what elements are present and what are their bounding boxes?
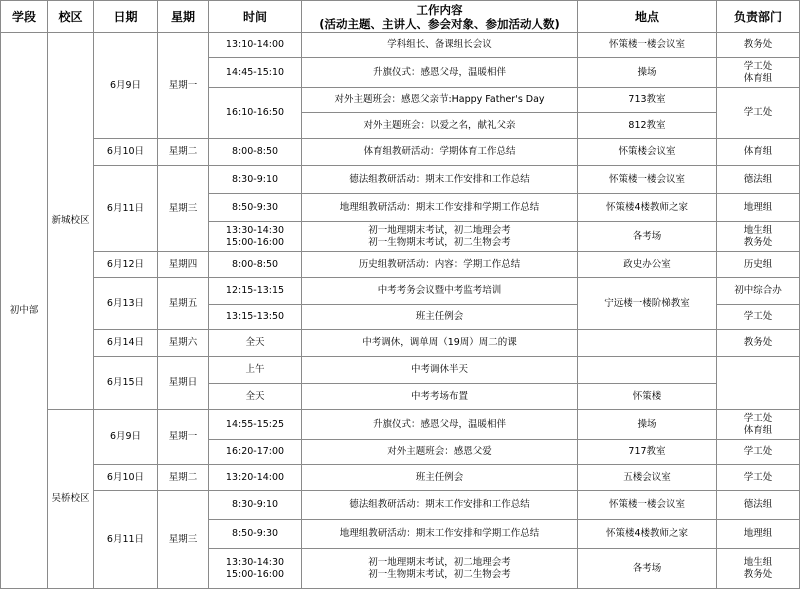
place-cell: 宁远楼一楼阶梯教室: [578, 278, 717, 330]
content-cell: 升旗仪式：感恩父母，温暖相伴: [302, 410, 578, 440]
dept-cell: 地理组: [717, 520, 800, 549]
dept-cell: 德法组: [717, 166, 800, 194]
time-cell: 8:50-9:30: [209, 194, 302, 222]
header-weekday: 星期: [158, 0, 209, 33]
content-cell: 中考考务会议暨中考监考培训: [302, 278, 578, 305]
dept-cell: 学工处: [717, 305, 800, 330]
time-cell: 13:30-14:30 15:00-16:00: [209, 549, 302, 589]
place-cell: 717教室: [578, 440, 717, 465]
dept-cell: 学工处 体育组: [717, 58, 800, 88]
date-cell: 6月9日: [94, 410, 158, 465]
header-section: 学段: [0, 0, 48, 33]
dept-cell: 教务处: [717, 330, 800, 357]
content-cell: 中考调休，调单周（19周）周二的课: [302, 330, 578, 357]
weekday-cell: 星期三: [158, 491, 209, 589]
date-cell: 6月14日: [94, 330, 158, 357]
header-place: 地点: [578, 0, 717, 33]
date-cell: 6月11日: [94, 491, 158, 589]
place-cell: 政史办公室: [578, 252, 717, 278]
content-cell: 初一地理期末考试，初二地理会考 初一生物期末考试，初二生物会考: [302, 222, 578, 252]
content-cell: 地理组教研活动：期末工作安排和学期工作总结: [302, 194, 578, 222]
place-cell: 怀策楼: [578, 384, 717, 410]
time-cell: 16:10-16:50: [209, 88, 302, 139]
content-cell: 体育组教研活动：学期体育工作总结: [302, 139, 578, 166]
dept-cell: [717, 357, 800, 410]
weekday-cell: 星期一: [158, 410, 209, 465]
dept-cell: 历史组: [717, 252, 800, 278]
content-cell: 德法组教研活动：期末工作安排和工作总结: [302, 166, 578, 194]
time-cell: 全天: [209, 330, 302, 357]
place-cell: 各考场: [578, 222, 717, 252]
time-cell: 13:15-13:50: [209, 305, 302, 330]
date-cell: 6月12日: [94, 252, 158, 278]
content-cell: 对外主题班会：感恩父亲节:Happy Father's Day: [302, 88, 578, 113]
time-cell: 13:30-14:30 15:00-16:00: [209, 222, 302, 252]
dept-cell: 体育组: [717, 139, 800, 166]
place-cell: 812教室: [578, 113, 717, 139]
dept-cell: 初中综合办: [717, 278, 800, 305]
time-cell: 13:10-14:00: [209, 33, 302, 58]
place-cell: 怀策楼一楼会议室: [578, 491, 717, 520]
time-cell: 全天: [209, 384, 302, 410]
weekday-cell: 星期日: [158, 357, 209, 410]
content-cell: 历史组教研活动：内容：学期工作总结: [302, 252, 578, 278]
date-cell: 6月13日: [94, 278, 158, 330]
place-cell: 各考场: [578, 549, 717, 589]
time-cell: 8:30-9:10: [209, 491, 302, 520]
dept-cell: 地生组 教务处: [717, 549, 800, 589]
time-cell: 14:55-15:25: [209, 410, 302, 440]
dept-cell: 地理组: [717, 194, 800, 222]
content-cell: 对外主题班会：感恩父爱: [302, 440, 578, 465]
header-content: 工作内容 (活动主题、主讲人、参会对象、参加活动人数): [302, 0, 578, 33]
content-cell: 对外主题班会：以爱之名，献礼父亲: [302, 113, 578, 139]
content-cell: 地理组教研活动：期末工作安排和学期工作总结: [302, 520, 578, 549]
place-cell: 怀策楼一楼会议室: [578, 33, 717, 58]
date-cell: 6月15日: [94, 357, 158, 410]
dept-cell: 学工处 体育组: [717, 410, 800, 440]
place-cell: 713教室: [578, 88, 717, 113]
time-cell: 8:00-8:50: [209, 252, 302, 278]
time-cell: 14:45-15:10: [209, 58, 302, 88]
dept-cell: 学工处: [717, 465, 800, 491]
place-cell: 怀策楼会议室: [578, 139, 717, 166]
content-cell: 班主任例会: [302, 305, 578, 330]
content-cell: 升旗仪式：感恩父母，温暖相伴: [302, 58, 578, 88]
dept-cell: 学工处: [717, 88, 800, 139]
weekday-cell: 星期三: [158, 166, 209, 252]
weekday-cell: 星期二: [158, 139, 209, 166]
campus-cell-wuqiao: 吴桥校区: [48, 410, 94, 589]
weekday-cell: 星期二: [158, 465, 209, 491]
time-cell: 8:30-9:10: [209, 166, 302, 194]
date-cell: 6月10日: [94, 465, 158, 491]
place-cell: [578, 357, 717, 384]
place-cell: [578, 330, 717, 357]
time-cell: 12:15-13:15: [209, 278, 302, 305]
dept-cell: 地生组 教务处: [717, 222, 800, 252]
place-cell: 怀策楼一楼会议室: [578, 166, 717, 194]
dept-cell: 德法组: [717, 491, 800, 520]
weekday-cell: 星期六: [158, 330, 209, 357]
dept-cell: 教务处: [717, 33, 800, 58]
header-campus: 校区: [48, 0, 94, 33]
dept-cell: 学工处: [717, 440, 800, 465]
time-cell: 16:20-17:00: [209, 440, 302, 465]
date-cell: 6月10日: [94, 139, 158, 166]
weekday-cell: 星期一: [158, 33, 209, 139]
place-cell: 操场: [578, 58, 717, 88]
content-cell: 中考调休半天: [302, 357, 578, 384]
section-cell: 初中部: [0, 33, 48, 589]
weekday-cell: 星期四: [158, 252, 209, 278]
date-cell: 6月11日: [94, 166, 158, 252]
date-cell: 6月9日: [94, 33, 158, 139]
time-cell: 上午: [209, 357, 302, 384]
content-cell: 班主任例会: [302, 465, 578, 491]
content-cell: 中考考场布置: [302, 384, 578, 410]
place-cell: 五楼会议室: [578, 465, 717, 491]
place-cell: 怀策楼4楼教师之家: [578, 520, 717, 549]
place-cell: 怀策楼4楼教师之家: [578, 194, 717, 222]
time-cell: 8:00-8:50: [209, 139, 302, 166]
weekday-cell: 星期五: [158, 278, 209, 330]
header-dept: 负责部门: [717, 0, 800, 33]
content-cell: 初一地理期末考试，初二地理会考 初一生物期末考试，初二生物会考: [302, 549, 578, 589]
time-cell: 13:20-14:00: [209, 465, 302, 491]
header-date: 日期: [94, 0, 158, 33]
content-cell: 德法组教研活动：期末工作安排和工作总结: [302, 491, 578, 520]
header-time: 时间: [209, 0, 302, 33]
content-cell: 学科组长、备课组长会议: [302, 33, 578, 58]
time-cell: 8:50-9:30: [209, 520, 302, 549]
place-cell: 操场: [578, 410, 717, 440]
campus-cell-xincheng: 新城校区: [48, 33, 94, 410]
